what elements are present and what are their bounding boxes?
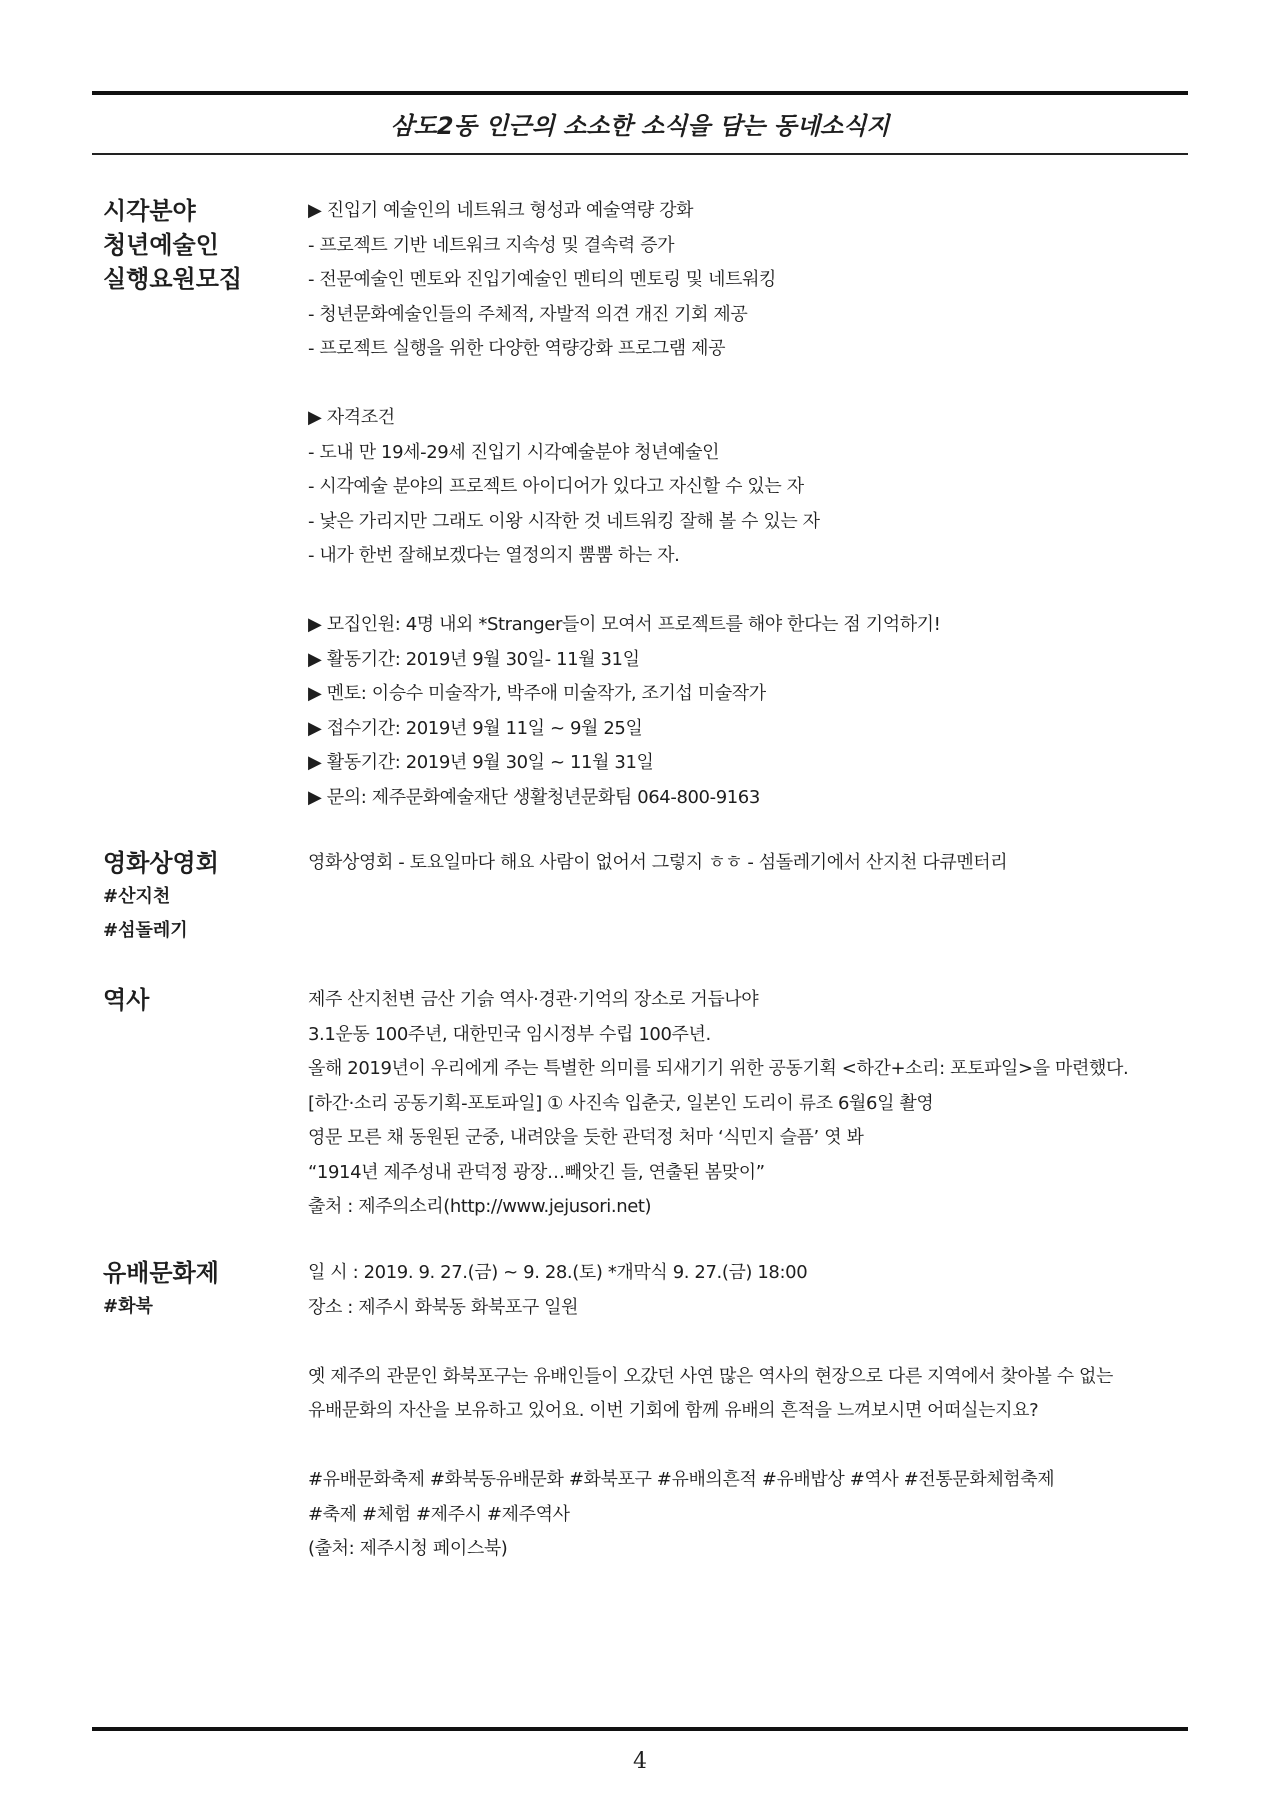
section-title-line: 영화상영회 bbox=[103, 849, 219, 877]
body-line: #축제 #체험 #제주시 #제주역사 bbox=[308, 1503, 570, 1525]
body-line: - 전문예술인 멘토와 진입기예술인 멘티의 멘토링 및 네트워킹 bbox=[308, 269, 777, 290]
blank-line bbox=[308, 1325, 1188, 1360]
body-line: 제주 산지천변 금산 기슭 역사·경관·기억의 장소로 거듭나야 bbox=[308, 989, 759, 1010]
body-line: [하간·소리 공동기획-포토파일] ① 사진속 입춘굿, 일본인 도리이 류조 6월6일 촬영 bbox=[308, 1092, 934, 1114]
section-body bbox=[308, 1256, 1188, 1567]
body-line: 올해 2019년이 우리에게 주는 특별한 의미를 되새기기 위한 공동기획 <하간+소리: 포토파일>을 마련했다. bbox=[308, 1058, 1129, 1079]
section-body bbox=[308, 846, 1188, 881]
section-title-line: 역사 bbox=[103, 986, 150, 1014]
body-line: ▶ 활동기간: 2019년 9월 30일- 11월 31일 bbox=[308, 648, 640, 670]
section-hashtag: #화북 bbox=[103, 1296, 153, 1317]
bottom-rule bbox=[92, 1727, 1188, 1731]
body-line: 영화상영회 - 토요일마다 해요 사람이 없어서 그렇지 ㅎㅎ - 섬돌레기에서 산지천 다큐멘터리 bbox=[308, 852, 1008, 873]
section-hashtag: #섬돌레기 bbox=[103, 920, 188, 941]
body-line: - 시각예술 분야의 프로젝트 아이디어가 있다고 자신할 수 있는 자 bbox=[308, 476, 804, 497]
top-rule bbox=[92, 91, 1188, 95]
body-line: (출처: 제주시청 페이스북) bbox=[308, 1538, 508, 1559]
body-line: 일 시 : 2019. 9. 27.(금) ~ 9. 28.(토) *개막식 9. 27.(금) 18:00 bbox=[308, 1262, 808, 1283]
page-number: 4 bbox=[633, 1749, 647, 1774]
body-line: - 프로젝트 기반 네트워크 지속성 및 결속력 증가 bbox=[308, 234, 675, 256]
body-line: 3.1운동 100주년, 대한민국 임시정부 수립 100주년. bbox=[308, 1023, 711, 1045]
body-line: ▶ 멘토: 이승수 미술작가, 박주애 미술작가, 조기섭 미술작가 bbox=[308, 683, 766, 704]
body-line: - 낯은 가리지만 그래도 이왕 시작한 것 네트워킹 잘해 볼 수 있는 자 bbox=[308, 510, 820, 532]
body-line: ▶ 모집인원: 4명 내외 *Stranger들이 모여서 프로젝트를 해야 한다는 점 기억하기! bbox=[308, 614, 941, 635]
header-rule bbox=[92, 153, 1188, 155]
body-line: - 청년문화예술인들의 주체적, 자발적 의견 개진 기회 제공 bbox=[308, 303, 748, 325]
body-line: ▶ 활동기간: 2019년 9월 30일 ~ 11월 31일 bbox=[308, 752, 654, 773]
body-line: 출처 : 제주의소리(http://www.jejusori.net) bbox=[308, 1196, 652, 1217]
body-line: 장소 : 제주시 화북동 화북포구 일원 bbox=[308, 1296, 579, 1318]
section-body bbox=[308, 983, 1188, 1225]
body-line: ▶ 문의: 제주문화예술재단 생활청년문화팀 064-800-9163 bbox=[308, 786, 760, 808]
section-title bbox=[103, 1256, 293, 1324]
body-line: - 내가 한번 잘해보겠다는 열정의지 뿜뿜 하는 자. bbox=[308, 545, 680, 566]
body-line: 영문 모른 채 동원된 군중, 내려앉을 듯한 관덕정 처마 ‘식민지 슬픔’ 엿 봐 bbox=[308, 1127, 864, 1148]
body-line: ▶ 접수기간: 2019년 9월 11일 ~ 9월 25일 bbox=[308, 717, 643, 739]
section-title bbox=[103, 194, 293, 296]
section-hashtag: #산지천 bbox=[103, 886, 171, 907]
section-title-line: 실행요원모집 bbox=[103, 265, 243, 293]
body-line: “1914년 제주성내 관덕정 광장…빼앗긴 들, 연출된 봄맞이” bbox=[308, 1161, 765, 1183]
body-line: 유배문화의 자산을 보유하고 있어요. 이번 기회에 함께 유배의 흔적을 느껴보시면 어떠실는지요? bbox=[308, 1400, 1039, 1421]
body-line: ▶ 자격조건 bbox=[308, 407, 395, 428]
section-body bbox=[308, 194, 1188, 815]
section-title bbox=[103, 846, 293, 948]
section-title-line: 유배문화제 bbox=[103, 1259, 219, 1287]
body-line: ▶ 진입기 예술인의 네트워크 형성과 예술역량 강화 bbox=[308, 200, 694, 221]
section-title-line: 청년예술인 bbox=[103, 231, 219, 259]
blank-line bbox=[308, 1429, 1188, 1464]
section-title bbox=[103, 983, 293, 1017]
body-line: #유배문화축제 #화북동유배문화 #화북포구 #유배의흔적 #유배밥상 #역사 #전통문화체험축제 bbox=[308, 1469, 1055, 1490]
newsletter-header-title: 삼도2동 인근의 소소한 소식을 담는 동네소식지 bbox=[390, 112, 890, 140]
blank-line bbox=[308, 574, 1188, 609]
blank-line bbox=[308, 367, 1188, 402]
body-line: - 프로젝트 실행을 위한 다양한 역량강화 프로그램 제공 bbox=[308, 338, 726, 359]
body-line: 옛 제주의 관문인 화북포구는 유배인들이 오갔던 사연 많은 역사의 현장으로 다른 지역에서 찾아볼 수 없는 bbox=[308, 1365, 1113, 1387]
section-title-line: 시각분야 bbox=[103, 197, 196, 225]
body-line: - 도내 만 19세-29세 진입기 시각예술분야 청년예술인 bbox=[308, 441, 720, 463]
